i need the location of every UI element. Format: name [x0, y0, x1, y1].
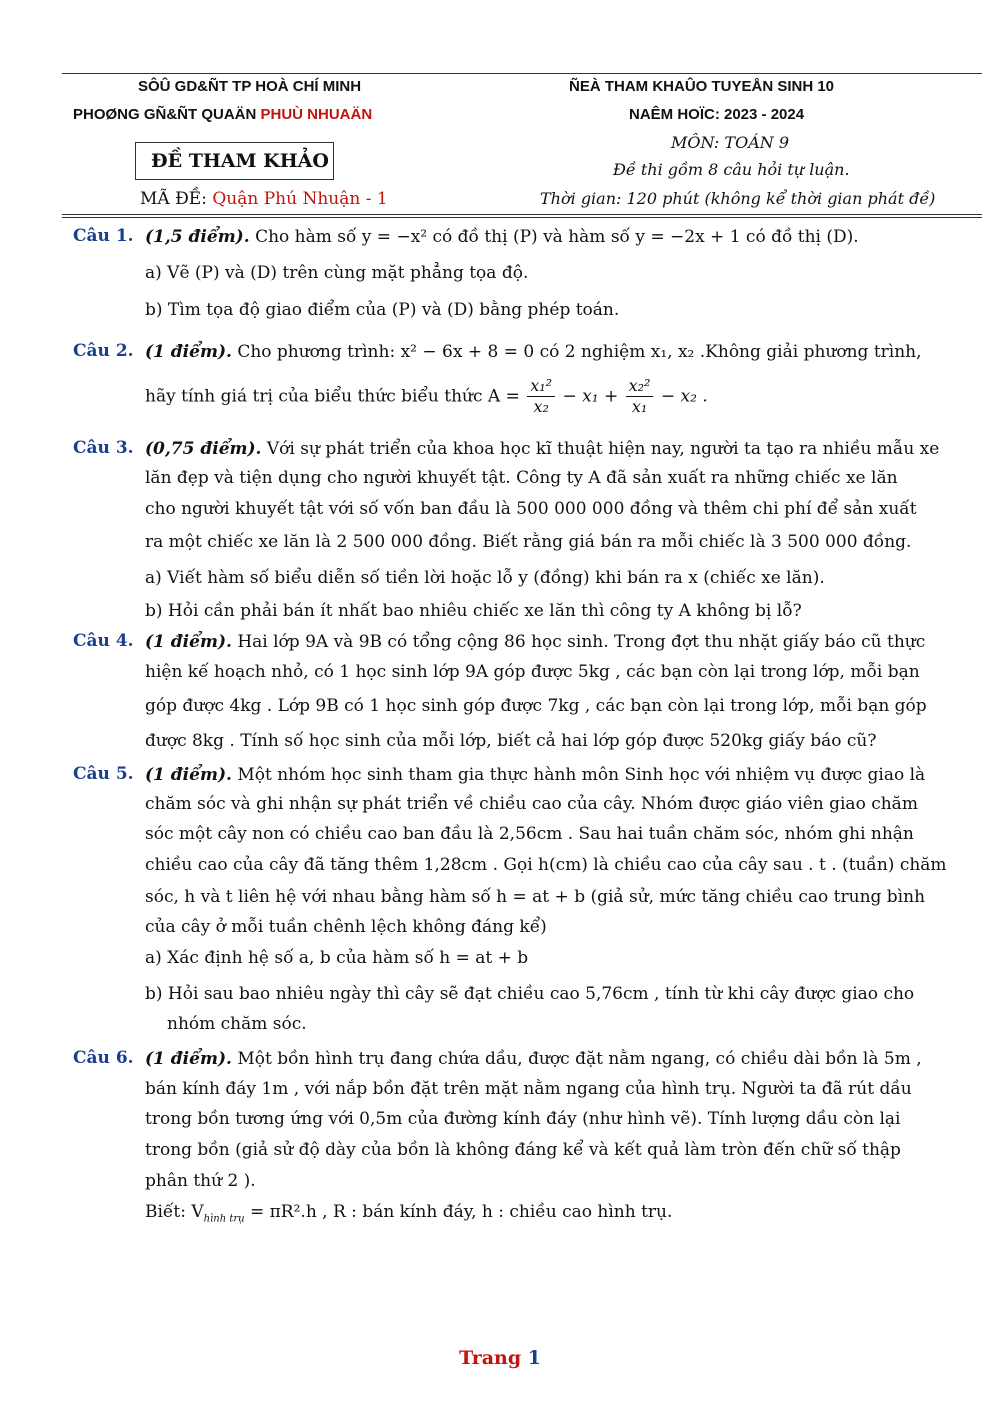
question-text: được 8kg . Tính số học sinh của mỗi lớp, biết cả hai lớp góp được 520kg giấy báo cũ?	[145, 731, 877, 751]
exam-code: MÃ ĐỀ: Quận Phú Nhuận - 1	[140, 189, 388, 209]
school-year: NAÊM HOÏC: 2023 - 2024	[629, 106, 805, 123]
question-text: chiều cao của cây đã tăng thêm 1,28cm . Gọi h(cm) là chiều cao của cây sau . t . (tuần) chăm	[145, 855, 947, 875]
question-text: chăm sóc và ghi nhận sự phát triển về chiều cao của cây. Nhóm được giáo viên giao chăm	[145, 794, 918, 814]
question-text: b) Hỏi cần phải bán ít nhất bao nhiêu chiếc xe lăn thì công ty A không bị lỗ?	[145, 601, 802, 621]
question-label: Câu 5.	[73, 764, 134, 784]
reference-badge: ĐỀ THAM KHẢO	[135, 142, 334, 180]
page-number: Trang 1	[458, 1347, 542, 1369]
question-text: của cây ở mỗi tuần chênh lệch không đáng kể)	[145, 917, 547, 937]
question-text: b) Hỏi sau bao nhiêu ngày thì cây sẽ đạt chiều cao 5,76cm , tính từ khi cây được giao cho	[145, 984, 915, 1004]
question-text: a) Xác định hệ số a, b của hàm số h = at + b	[145, 948, 529, 968]
fraction: $\frac{\text{x₂²}}{\text{x₁}}$	[626, 376, 654, 417]
question-text: b) Tìm tọa độ giao điểm của (P) và (D) bằng phép toán.	[145, 300, 620, 320]
question-text: a) Vẽ (P) và (D) trên cùng mặt phẳng tọa độ.	[145, 263, 529, 283]
top-rule	[62, 73, 982, 74]
question-text: trong bồn (giả sử độ dày của bồn là không đáng kể và kết quả làm tròn đến chữ số thập	[145, 1140, 901, 1160]
question-text: (1 điểm). Hai lớp 9A và 9B có tổng cộng 86 học sinh. Trong đợt thu nhặt giấy báo cũ thực	[145, 632, 926, 652]
question-text: cho người khuyết tật với số vốn ban đầu là 500 000 000 đồng và thêm chi phí để sản xuất	[145, 499, 917, 519]
header-rule	[62, 214, 982, 215]
question-text: (1 điểm). Một bồn hình trụ đang chứa dầu, được đặt nằm ngang, có chiều dài bồn là 5m ,	[145, 1049, 922, 1069]
question-text: sóc một cây non có chiều cao ban đầu là 2,56cm . Sau hai tuần chăm sóc, nhóm ghi nhận	[145, 824, 914, 844]
question-text: a) Viết hàm số biểu diễn số tiền lời hoặc lỗ y (đồng) khi bán ra x (chiếc xe lăn).	[145, 568, 825, 588]
question-text: lăn đẹp và tiện dụng cho người khuyết tật. Công ty A đã sản xuất ra những chiếc xe lăn	[145, 468, 898, 488]
question-text: sóc, h và t liên hệ với nhau bằng hàm số h = at + b (giả sử, mức tăng chiều cao trung bình	[145, 887, 926, 907]
question-text: ra một chiếc xe lăn là 2 500 000 đồng. Biết rằng giá bán ra mỗi chiếc là 3 500 000 đồng.	[145, 532, 912, 552]
question-text: hiện kế hoạch nhỏ, có 1 học sinh lớp 9A góp được 5kg , các bạn còn lại trong lớp, mỗi bạn	[145, 662, 920, 682]
district-name: PHUÙ NHUAÄN	[260, 106, 373, 123]
department-name: SÔÛ GD&ÑT TP HOÀ CHÍ MINH	[138, 78, 362, 95]
duration: Thời gian: 120 phút (không kể thời gian phát đề)	[540, 189, 936, 208]
question-text: trong bồn tương ứng với 0,5m của đường kính đáy (như hình vẽ). Tính lượng dầu còn lại	[145, 1109, 901, 1129]
question-text: (1,5 điểm). Cho hàm số y = −x² có đồ thị (P) và hàm số y = −2x + 1 có đồ thị (D).	[145, 227, 859, 247]
question-count: Đề thi gồm 8 câu hỏi tự luận.	[613, 160, 850, 179]
question-text: (1 điểm). Cho phương trình: x² − 6x + 8 = 0 có 2 nghiệm x₁, x₂ .Không giải phương trình,	[145, 342, 922, 362]
header-rule-2	[62, 217, 982, 218]
question-text: (0,75 điểm). Với sự phát triển của khoa học kĩ thuật hiện nay, người ta tạo ra nhiều mẫu xe	[145, 439, 940, 459]
question-text: phân thứ 2 ).	[145, 1171, 256, 1191]
question-text: (1 điểm). Một nhóm học sinh tham gia thực hành môn Sinh học với nhiệm vụ được giao là	[145, 765, 926, 785]
question-label: Câu 1.	[73, 226, 134, 246]
question-text: bán kính đáy 1m , với nắp bồn đặt trên mặt nằm ngang của hình trụ. Người ta đã rút dầu	[145, 1079, 912, 1099]
question-text: góp được 4kg . Lớp 9B có 1 học sinh góp được 7kg , các bạn còn lại trong lớp, mỗi bạn góp	[145, 696, 927, 716]
question-label: Câu 6.	[73, 1048, 134, 1068]
fraction: $\frac{\text{x₁²}}{\text{x₂}}$	[527, 376, 555, 417]
exam-title: ÑEÀ THAM KHAÛO TUYEÅN SINH 10	[569, 78, 835, 95]
question-label: Câu 4.	[73, 631, 134, 651]
district-office: PHOØNG GÑ&ÑT QUAÄN PHUÙ NHUAÄN	[73, 106, 373, 123]
question-label: Câu 3.	[73, 438, 134, 458]
volume-formula: Biết: $V_{hình trụ} = \pi R^2.h$ , R : bán kính đáy, h : chiều cao hình trụ.	[145, 1202, 673, 1225]
question-label: Câu 2.	[73, 341, 134, 361]
question-text: nhóm chăm sóc.	[167, 1014, 307, 1034]
question-formula: hãy tính giá trị của biểu thức biểu thức A = $\frac{\text{x₁²}}{\text{x₂}}$ − x₁ + $\frac{\text{x₂²}}{\text{x₁}}$ − x₂ .	[145, 376, 708, 416]
subject: MÔN: TOÁN 9	[671, 133, 790, 152]
